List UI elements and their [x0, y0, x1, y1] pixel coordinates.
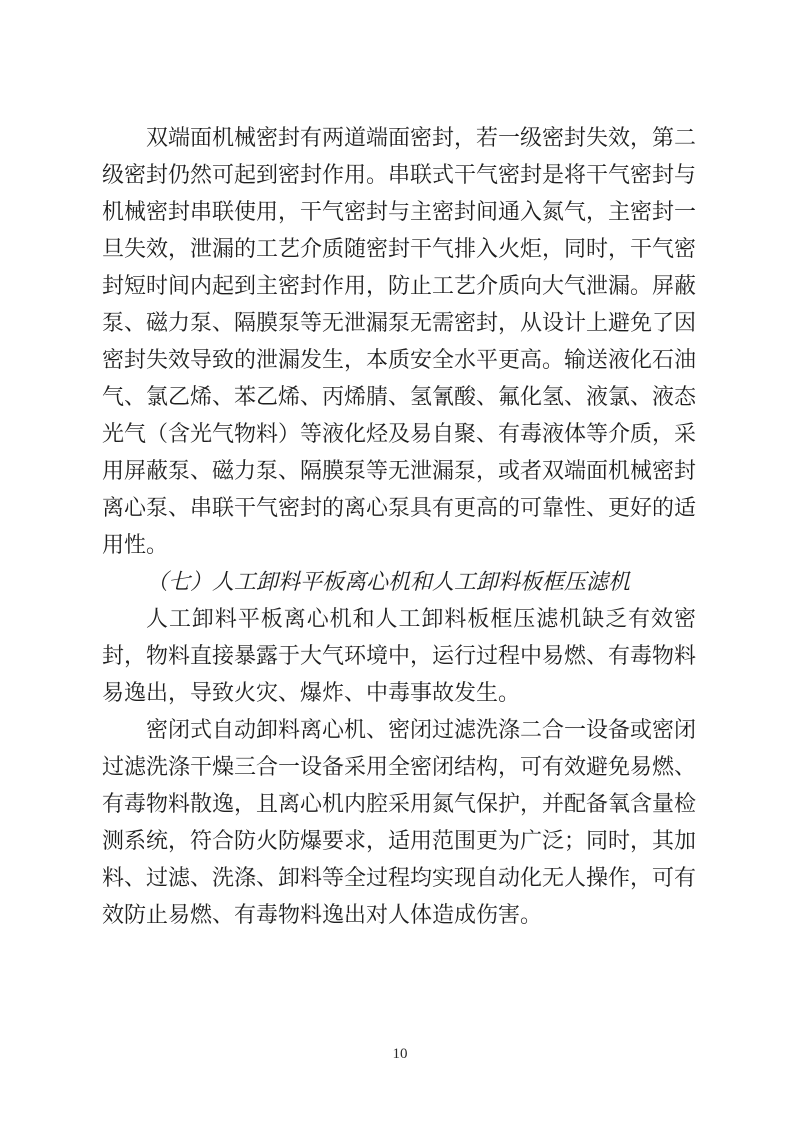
document-body — [102, 119, 696, 933]
body-paragraph: 人工卸料平板离心机和人工卸料板框压滤机缺乏有效密封，物料直接暴露于大气环境中，运行过程中易燃、有毒物料易逸出，导致火灾、爆炸、中毒事故发生。 — [102, 606, 697, 705]
body-paragraph: 密闭式自动卸料离心机、密闭过滤洗涤二合一设备或密闭过滤洗涤干燥三合一设备采用全密闭结构，可有效避免易燃、有毒物料散逸，且离心机内腔采用氮气保护，并配备氧含量检测系统，符合防火防爆要求，适用范围更为广泛；同时，其加料、过滤、洗涤、卸料等全过程均实现自动化无人操作，可有效防止易燃、有毒物料逸出对人体造成伤害。 — [102, 717, 697, 927]
section-heading: （七）人工卸料平板离心机和人工卸料板框压滤机 — [146, 569, 631, 594]
page-number: 10 — [392, 1046, 408, 1062]
body-paragraph: 双端面机械密封有两道端面密封，若一级密封失效，第二级密封仍然可起到密封作用。串联式干气密封是将干气密封与机械密封串联使用，干气密封与主密封间通入氮气，主密封一旦失效，泄漏的工艺介质随密封干气排入火炬，同时，干气密封短时间内起到主密封作用，防止工艺介质向大气泄漏。屏蔽泵、磁力泵、隔膜泵等无泄漏泵无需密封，从设计上避免了因密封失效导致的泄漏发生，本质安全水平更高。输送液化石油气、氯乙烯、苯乙烯、丙烯腈、氢氰酸、氟化氢、液氯、液态光气（含光气物料）等液化烃及易自聚、有毒液体等介质，采用屏蔽泵、磁力泵、隔膜泵等无泄漏泵，或者双端面机械密封离心泵、串联干气密封的离心泵具有更高的可靠性、更好的适用性。 — [102, 125, 697, 557]
